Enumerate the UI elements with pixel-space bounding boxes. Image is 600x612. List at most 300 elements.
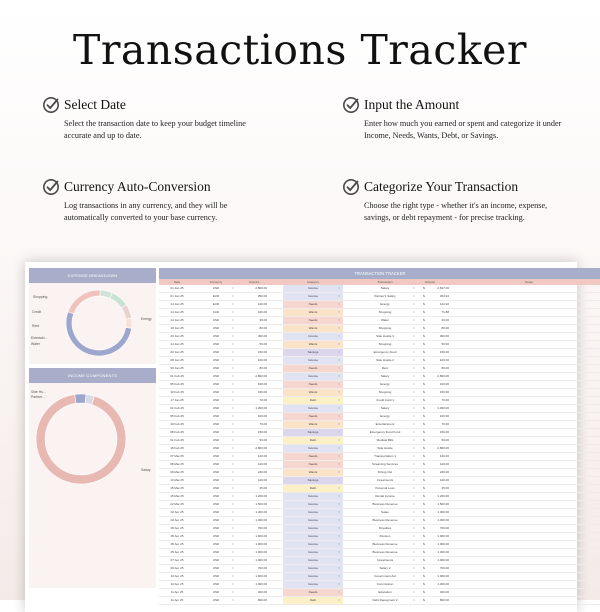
cell-date: 10 Feb 25 [170,390,184,394]
cell-amount-base: 1,200.00 [437,494,449,498]
cell-dropdown: ▾ [338,430,340,434]
cell-dollar: $ [423,542,425,546]
cell-notes [459,597,599,604]
table-row[interactable] [159,469,600,477]
table-row[interactable] [159,397,600,405]
cell-date: 01 Feb 25 [170,406,184,410]
cell-currency: USD [212,438,220,442]
donut-slice [100,290,112,298]
cell-amount-base: 220.00 [439,470,449,474]
check-icon [42,96,60,114]
cell-transaction: Pension [379,534,391,538]
cell-category: Debt [283,397,343,404]
cell-category: Savings [283,349,343,356]
cell-notes [459,509,599,516]
cell-notes [459,429,599,436]
cell-category: Needs [283,301,343,308]
cell-transaction: Shopping [378,310,392,314]
cell-amount: 2,800.00 [255,286,267,290]
cell-dropdown: ▾ [338,422,340,426]
cell-amount: 100.00 [257,414,267,418]
cell-dropdown: ▾ [232,366,234,370]
cell-dropdown: ▾ [232,534,234,538]
cell-dropdown: ▾ [232,374,234,378]
cell-category: Income [283,525,343,532]
cell-dollar: $ [423,318,425,322]
cell-dropdown: ▾ [338,502,340,506]
cell-currency: EUR [212,294,220,298]
cell-amount: 300.00 [257,334,267,338]
cell-currency: USD [212,598,220,602]
cell-dropdown: ▾ [232,590,234,594]
cell-dropdown: ▾ [413,334,415,338]
cell-dropdown: ▾ [338,382,340,386]
table-row[interactable] [159,493,600,501]
table-row[interactable] [159,525,600,533]
table-row[interactable] [159,381,600,389]
table-row[interactable] [159,349,600,357]
cell-date: 05 Apr 25 [170,542,184,546]
cell-category: Needs [283,461,343,468]
donut-slice [66,312,132,356]
cell-date: 01 Jan 25 [170,294,184,298]
col-date: Date [173,280,181,284]
cell-dropdown: ▾ [413,550,415,554]
cell-dropdown: ▾ [338,518,340,522]
table-row[interactable] [159,317,600,325]
table-row[interactable] [159,365,600,373]
table-row[interactable] [159,589,600,597]
cell-transaction: Business Revenue [372,518,398,522]
cell-date: 28 Jan 25 [170,358,184,362]
table-row[interactable] [159,597,600,605]
cell-transaction: Investments [376,478,394,482]
cell-category: Needs [283,413,343,420]
cell-dropdown: ▾ [232,470,234,474]
cell-currency: USD [212,486,220,490]
feature-title: Categorize Your Transaction [364,179,519,194]
cell-dropdown: ▾ [413,430,415,434]
feature-title: Input the Amount [364,97,460,112]
cell-currency: USD [212,422,220,426]
cell-currency: USD [212,446,220,450]
cell-dropdown: ▾ [338,566,340,570]
col-currency: Currency [209,280,223,284]
cell-date: 15 Mar 25 [170,494,184,498]
cell-currency: USD [212,566,220,570]
feature-desc: Enter how much you earned or spent and categorize it under Income, Needs, Wants, Debt, or Savings. [364,119,562,140]
cell-dropdown: ▾ [413,390,415,394]
cell-category: Needs [283,453,343,460]
cell-amount: 1,000.00 [255,558,267,562]
cell-dropdown: ▾ [413,446,415,450]
cell-amount: 150.00 [257,350,267,354]
cell-amount: 45.00 [259,486,267,490]
legend-label: Energy [141,317,152,321]
cell-dropdown: ▾ [338,486,340,490]
cell-category: Income [283,333,343,340]
cell-amount: 800.00 [257,598,267,602]
cell-dropdown: ▾ [338,438,340,442]
cell-category: Income [283,541,343,548]
legend-label: Rent [32,324,40,328]
cell-transaction: Shopping [378,390,392,394]
expense-donut-chart [29,283,156,364]
cell-category: Income [283,501,343,508]
cell-dropdown: ▾ [338,326,340,330]
cell-dropdown: ▾ [232,358,234,362]
cell-notes [459,517,599,524]
cell-category: Income [283,357,343,364]
cell-dropdown: ▾ [413,478,415,482]
cell-dropdown: ▾ [232,518,234,522]
cell-transaction: Sales [381,510,389,514]
cell-date: 14 Jan 25 [170,342,184,346]
cell-date: 05 Feb 25 [170,414,184,418]
cell-notes [459,285,599,292]
cell-dropdown: ▾ [232,526,234,530]
cell-amount-base: 700.00 [439,566,449,570]
cell-notes [459,373,599,380]
table-row[interactable] [159,581,600,589]
cell-amount: 120.00 [257,462,267,466]
table-row[interactable] [159,453,600,461]
col-category: Category [306,280,320,284]
cell-transaction: Investments [376,558,394,562]
table-row[interactable] [159,309,600,317]
cell-category: Debt [283,597,343,604]
cell-amount: 50.00 [259,342,267,346]
cell-dropdown: ▾ [338,406,340,410]
cell-amount-base: 150.00 [439,350,449,354]
cell-dropdown: ▾ [232,318,234,322]
table-row[interactable] [159,373,600,381]
donut-slice [36,394,126,484]
cell-dollar: $ [423,286,425,290]
cell-category: Income [283,565,343,572]
cell-amount-base: 100.00 [439,414,449,418]
cell-category: Needs [283,317,343,324]
cell-dropdown: ▾ [338,462,340,466]
cell-dropdown: ▾ [413,318,415,322]
cell-category: Needs [283,365,343,372]
cell-dollar: $ [423,294,425,298]
cell-amount-base: 120.00 [439,454,449,458]
cell-notes [459,325,599,332]
cell-currency: USD [212,454,220,458]
cell-category: Needs [283,589,343,596]
cell-amount: 50.00 [259,438,267,442]
cell-notes [459,461,599,468]
cell-dropdown: ▾ [413,342,415,346]
cell-amount-base: 30.00 [441,318,449,322]
cell-category: Income [283,549,343,556]
table-row[interactable] [159,389,600,397]
income-components-panel [29,368,156,588]
cell-dollar: $ [423,598,425,602]
col-amount-base: Amount [424,280,436,284]
cell-transaction: Energy [380,302,390,306]
cell-transaction: Medical Bills [376,438,394,442]
table-row[interactable] [159,509,600,517]
cell-transaction: Rent [381,366,389,370]
cell-amount-base: 124.92 [439,302,449,306]
cell-dropdown: ▾ [413,526,415,530]
cell-amount: 1,300.00 [255,550,267,554]
cell-currency: USD [212,334,220,338]
cell-amount-base: 2,800.00 [437,446,449,450]
cell-date: 07 Apr 25 [170,558,184,562]
cell-currency: USD [212,494,220,498]
cell-notes [459,333,599,340]
cell-currency: USD [212,414,220,418]
cell-amount-base: 1,000.00 [437,542,449,546]
cell-date: 01 Feb 25 [170,438,184,442]
col-transaction: Transaction [377,280,393,284]
cell-dropdown: ▾ [338,390,340,394]
cell-dropdown: ▾ [338,598,340,602]
cell-dropdown: ▾ [413,502,415,506]
cell-dropdown: ▾ [338,526,340,530]
cell-currency: USD [212,350,220,354]
cell-transaction: Salary [380,286,390,290]
cell-notes [459,421,599,428]
cell-dropdown: ▾ [232,550,234,554]
cell-dropdown: ▾ [413,302,415,306]
table-row[interactable] [159,333,600,341]
cell-dropdown: ▾ [232,566,234,570]
cell-dropdown: ▾ [338,534,340,538]
cell-notes [459,541,599,548]
table-header: TRANSACTION TRACKER [159,268,600,279]
cell-amount: 100.00 [257,382,267,386]
cell-dropdown: ▾ [413,494,415,498]
table-row[interactable] [159,413,600,421]
cell-amount: 120.00 [257,478,267,482]
cell-date: 11 Apr 25 [170,598,184,602]
cell-currency: EUR [212,302,220,306]
cell-category: Income [283,405,343,412]
cell-date: 18 Jan 25 [170,326,184,330]
cell-dropdown: ▾ [413,470,415,474]
cell-transaction: Energy [380,414,390,418]
cell-amount-base: 300.00 [439,334,449,338]
cell-date: 05 Apr 25 [170,526,184,530]
cell-dollar: $ [423,510,425,514]
cell-amount-base: 700.00 [439,526,449,530]
cell-date: 09 Mar 25 [170,470,184,474]
cell-dropdown: ▾ [232,558,234,562]
cell-currency: USD [212,590,220,594]
cell-dollar: $ [423,342,425,346]
cell-dropdown: ▾ [232,390,234,394]
table-row[interactable] [159,341,600,349]
table-row[interactable] [159,477,600,485]
cell-date: 02 Apr 25 [170,510,184,514]
table-row[interactable] [159,293,600,301]
cell-category: Needs [283,381,343,388]
table-row[interactable] [159,501,600,509]
cell-category: Wants [283,309,343,316]
cell-dropdown: ▾ [338,590,340,594]
cell-dropdown: ▾ [338,574,340,578]
cell-dropdown: ▾ [338,358,340,362]
cell-dropdown: ▾ [413,294,415,298]
cell-transaction: Transportation 1 [374,454,396,458]
cell-category: Debt [283,485,343,492]
cell-currency: USD [212,398,220,402]
cell-amount: 100.00 [257,310,267,314]
cell-currency: USD [212,478,220,482]
cell-date: 06 Apr 25 [170,566,184,570]
cell-transaction: Personal Loan [375,486,395,490]
cell-amount: 700.00 [257,526,267,530]
cell-dollar: $ [423,302,425,306]
cell-dropdown: ▾ [413,462,415,466]
table-row[interactable] [159,301,600,309]
cell-amount-base: 120.00 [439,478,449,482]
cell-category: Income [283,509,343,516]
cell-date: 14 Jan 25 [170,318,184,322]
cell-transaction: Shopping [378,326,392,330]
check-icon [42,178,60,196]
cell-dropdown: ▾ [232,310,234,314]
cell-amount-base: 364.94 [439,294,449,298]
cell-currency: USD [212,286,220,290]
cell-category: Income [283,285,343,292]
cell-amount-base: 1,300.00 [437,582,449,586]
cell-date: 08 Mar 25 [170,462,184,466]
cell-category: Wants [283,469,343,476]
cell-dropdown: ▾ [413,518,415,522]
cell-dollar: $ [423,422,425,426]
cell-amount: 2,800.00 [255,374,267,378]
cell-dollar: $ [423,390,425,394]
cell-category: Income [283,573,343,580]
cell-dropdown: ▾ [413,534,415,538]
cell-dropdown: ▾ [232,494,234,498]
cell-currency: USD [212,518,220,522]
cell-notes [459,309,599,316]
cell-dropdown: ▾ [232,398,234,402]
cell-transaction: Government Aid [374,574,396,578]
cell-transaction: Salary [380,374,390,378]
cell-dropdown: ▾ [413,422,415,426]
table-row[interactable] [159,485,600,493]
cell-dropdown: ▾ [232,462,234,466]
cell-amount: 100.00 [257,358,267,362]
cell-date: 01 Jan 25 [170,286,184,290]
cell-dropdown: ▾ [232,286,234,290]
check-icon [342,178,360,196]
cell-dropdown: ▾ [338,494,340,498]
cell-dropdown: ▾ [338,446,340,450]
cell-amount: 350.00 [257,294,267,298]
cell-dropdown: ▾ [338,286,340,290]
cell-currency: USD [212,358,220,362]
table-row[interactable] [159,285,600,293]
table-row[interactable] [159,573,600,581]
cell-dollar: $ [423,526,425,530]
cell-transaction: Business Revenue [372,550,398,554]
table-body [159,285,600,605]
cell-dropdown: ▾ [338,310,340,314]
table-row[interactable] [159,541,600,549]
table-row[interactable] [159,565,600,573]
cell-dropdown: ▾ [232,542,234,546]
cell-amount-base: 1,500.00 [437,502,449,506]
cell-notes [459,453,599,460]
cell-dropdown: ▾ [232,350,234,354]
cell-notes [459,501,599,508]
cell-currency: USD [212,470,220,474]
cell-transaction: Side Hustle 2 [376,358,394,362]
cell-notes [459,533,599,540]
cell-dropdown: ▾ [338,334,340,338]
table-row[interactable] [159,357,600,365]
cell-amount: 2,800.00 [255,446,267,450]
cell-category: Wants [283,421,343,428]
cell-dollar: $ [423,550,425,554]
cell-notes [459,349,599,356]
cell-amount-base: 1,000.00 [437,574,449,578]
table-row[interactable] [159,429,600,437]
cell-currency: USD [212,558,220,562]
cell-currency: USD [212,382,220,386]
cell-dollar: $ [423,358,425,362]
cell-dropdown: ▾ [232,486,234,490]
cell-dropdown: ▾ [232,422,234,426]
cell-date: 15 Feb 25 [170,446,184,450]
cell-currency: USD [212,510,220,514]
table-row[interactable] [159,437,600,445]
cell-transaction: Royalties [378,526,392,530]
cell-dropdown: ▾ [232,574,234,578]
cell-amount-base: 1,000.00 [437,558,449,562]
cell-currency: USD [212,430,220,434]
table-row[interactable] [159,445,600,453]
table-row[interactable] [159,405,600,413]
table-row[interactable] [159,325,600,333]
cell-dollar: $ [423,574,425,578]
cell-currency: USD [212,502,220,506]
cell-amount: 1,300.00 [255,406,267,410]
table-row[interactable] [159,533,600,541]
table-row[interactable] [159,557,600,565]
cell-amount: 1,200.00 [255,494,267,498]
cell-dropdown: ▾ [413,414,415,418]
cell-dropdown: ▾ [338,318,340,322]
table-row[interactable] [159,517,600,525]
cell-amount-base: 2,817.00 [437,286,449,290]
cell-transaction: Business Revenue [372,542,398,546]
cell-transaction: Debt Repayment 2 [372,598,398,602]
cell-category: Income [283,293,343,300]
cell-dropdown: ▾ [232,382,234,386]
cell-notes [459,469,599,476]
cell-dropdown: ▾ [232,502,234,506]
cell-dropdown: ▾ [338,342,340,346]
table-row[interactable] [159,421,600,429]
cell-dropdown: ▾ [413,590,415,594]
table-row[interactable] [159,549,600,557]
cell-dropdown: ▾ [413,598,415,602]
table-row[interactable] [159,461,600,469]
cell-dollar: $ [423,334,425,338]
legend-label: Shopping [33,295,48,299]
cell-dropdown: ▾ [413,574,415,578]
legend-label: Side Hu... [31,390,46,394]
